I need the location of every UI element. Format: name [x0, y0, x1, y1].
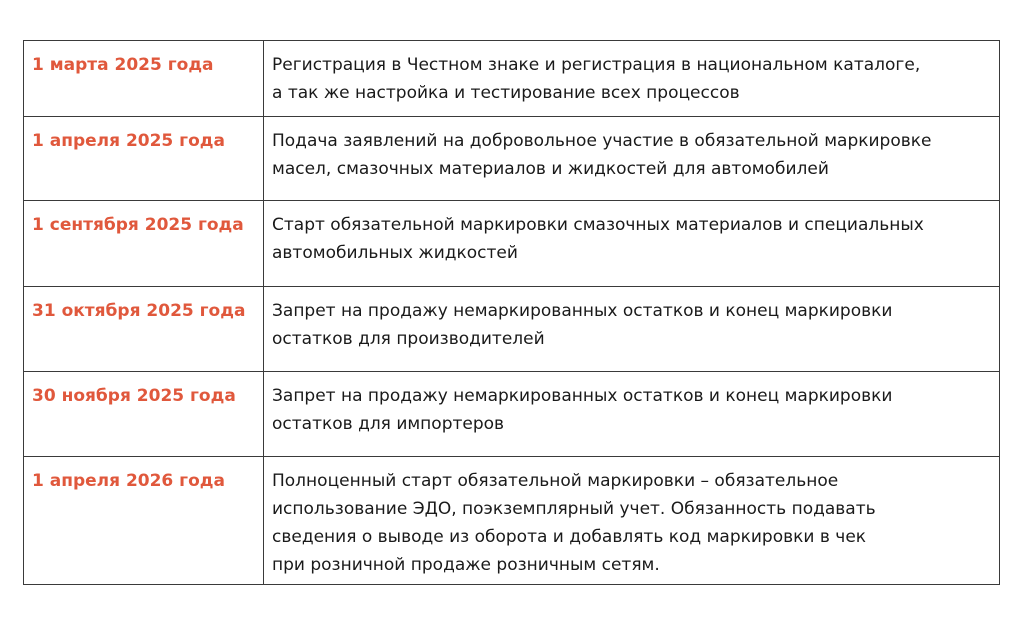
- description-line: Запрет на продажу немаркированных остатков и конец маркировки: [272, 386, 893, 406]
- description-line: Регистрация в Честном знаке и регистрация в национальном каталоге,: [272, 55, 921, 75]
- table-row: [24, 117, 1000, 201]
- table-row: [24, 41, 1000, 117]
- date-cell: 31 октября 2025 года: [24, 287, 264, 372]
- description-line: Подача заявлений на добровольное участие в обязательной маркировке: [272, 131, 932, 151]
- description-line: сведения о выводе из оборота и добавлять код маркировки в чек: [272, 527, 867, 547]
- description-line: при розничной продаже розничным сетям.: [272, 555, 660, 575]
- date-cell: 1 апреля 2026 года: [24, 457, 264, 585]
- description-cell: [264, 41, 1000, 117]
- description-cell: [264, 117, 1000, 201]
- description-cell: [264, 201, 1000, 287]
- date-cell: 1 марта 2025 года: [24, 41, 264, 117]
- description-line: масел, смазочных материалов и жидкостей для автомобилей: [272, 159, 829, 179]
- date-cell: 1 апреля 2025 года: [24, 117, 264, 201]
- description-line: Полноценный старт обязательной маркировки – обязательное: [272, 471, 839, 491]
- marking-schedule-table: [23, 40, 1000, 585]
- description-cell: [264, 287, 1000, 372]
- table-row: [24, 201, 1000, 287]
- description-line: автомобильных жидкостей: [272, 243, 518, 263]
- table-row: [24, 457, 1000, 585]
- description-line: остатков для производителей: [272, 329, 545, 349]
- date-cell: 30 ноября 2025 года: [24, 372, 264, 457]
- table-row: [24, 372, 1000, 457]
- description-line: использование ЭДО, поэкземплярный учет. Обязанность подавать: [272, 499, 876, 519]
- description-cell: [264, 372, 1000, 457]
- table-row: [24, 287, 1000, 372]
- description-line: Запрет на продажу немаркированных остатков и конец маркировки: [272, 301, 893, 321]
- description-cell: [264, 457, 1000, 585]
- date-cell: 1 сентября 2025 года: [24, 201, 264, 287]
- description-line: Старт обязательной маркировки смазочных материалов и специальных: [272, 215, 924, 235]
- description-line: остатков для импортеров: [272, 414, 505, 434]
- description-line: а так же настройка и тестирование всех процессов: [272, 83, 740, 103]
